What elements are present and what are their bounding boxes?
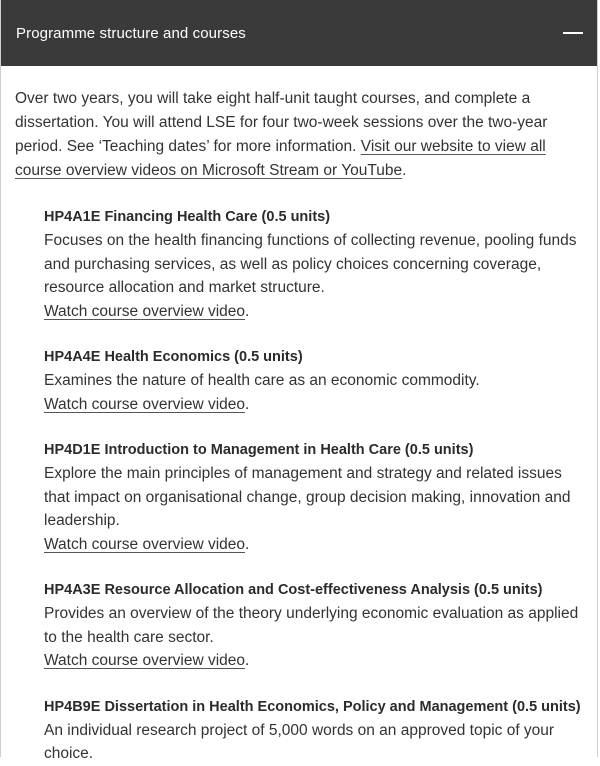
course-title: HP4B9E Dissertation in Health Economics, Policy and Management (0.5 units) xyxy=(44,698,581,715)
course-title: HP4A4E Health Economics (0.5 units) xyxy=(44,349,303,365)
link-suffix: . xyxy=(245,535,250,553)
minus-icon[interactable] xyxy=(563,32,583,34)
accordion-title: Programme structure and courses xyxy=(16,24,246,42)
course-title: HP4A1E Financing Health Care (0.5 units) xyxy=(44,209,331,225)
link-suffix: . xyxy=(245,395,250,413)
course-item xyxy=(44,345,583,416)
link-suffix: . xyxy=(245,652,250,669)
course-description: Provides an overview of the theory underlying economic evaluation as applied to the health care sector. xyxy=(44,605,579,646)
course-videos-link[interactable]: Visit our website to view all course overview videos on Microsoft Stream or YouTube xyxy=(15,138,546,179)
course-video-link[interactable]: Watch course overview video xyxy=(44,652,246,669)
course-title: HP4A3E Resource Allocation and Cost-effectiveness Analysis (0.5 units) xyxy=(44,582,543,598)
course-list xyxy=(15,205,583,766)
course-video-link[interactable]: Watch course overview video xyxy=(44,302,246,320)
course-description: An individual research project of 5,000 words on an approved topic of your choice. xyxy=(44,721,555,762)
course-item xyxy=(44,695,583,766)
course-item xyxy=(44,205,583,323)
intro-after-link: . xyxy=(402,162,407,179)
course-description: Focuses on the health financing functions of collecting revenue, pooling funds and purchasing services, as well as policy choices concerning coverage, resource allocation and market structure. xyxy=(44,232,577,296)
course-item xyxy=(44,578,583,673)
course-title: HP4D1E Introduction to Management in Health Care (0.5 units) xyxy=(44,442,474,458)
course-video-link[interactable]: Watch course overview video xyxy=(44,535,246,553)
course-item xyxy=(44,438,583,556)
course-description: Explore the main principles of management and strategy and related issues that impact on organisational change, group decision making, innovation and leadership. xyxy=(44,465,571,529)
accordion-header[interactable] xyxy=(1,0,597,66)
course-video-link[interactable]: Watch course overview video xyxy=(44,395,246,413)
intro-text: Over two years, you will take eight half-unit taught courses, and complete a dissertation. You will attend LSE for four two-week sessions over the two-year period. See ‘Teaching dates’ for more information. xyxy=(15,90,548,155)
link-suffix: . xyxy=(245,302,250,320)
accordion-body xyxy=(1,66,597,766)
course-description: Examines the nature of health care as an economic commodity. xyxy=(44,372,480,389)
intro-paragraph xyxy=(15,87,583,183)
